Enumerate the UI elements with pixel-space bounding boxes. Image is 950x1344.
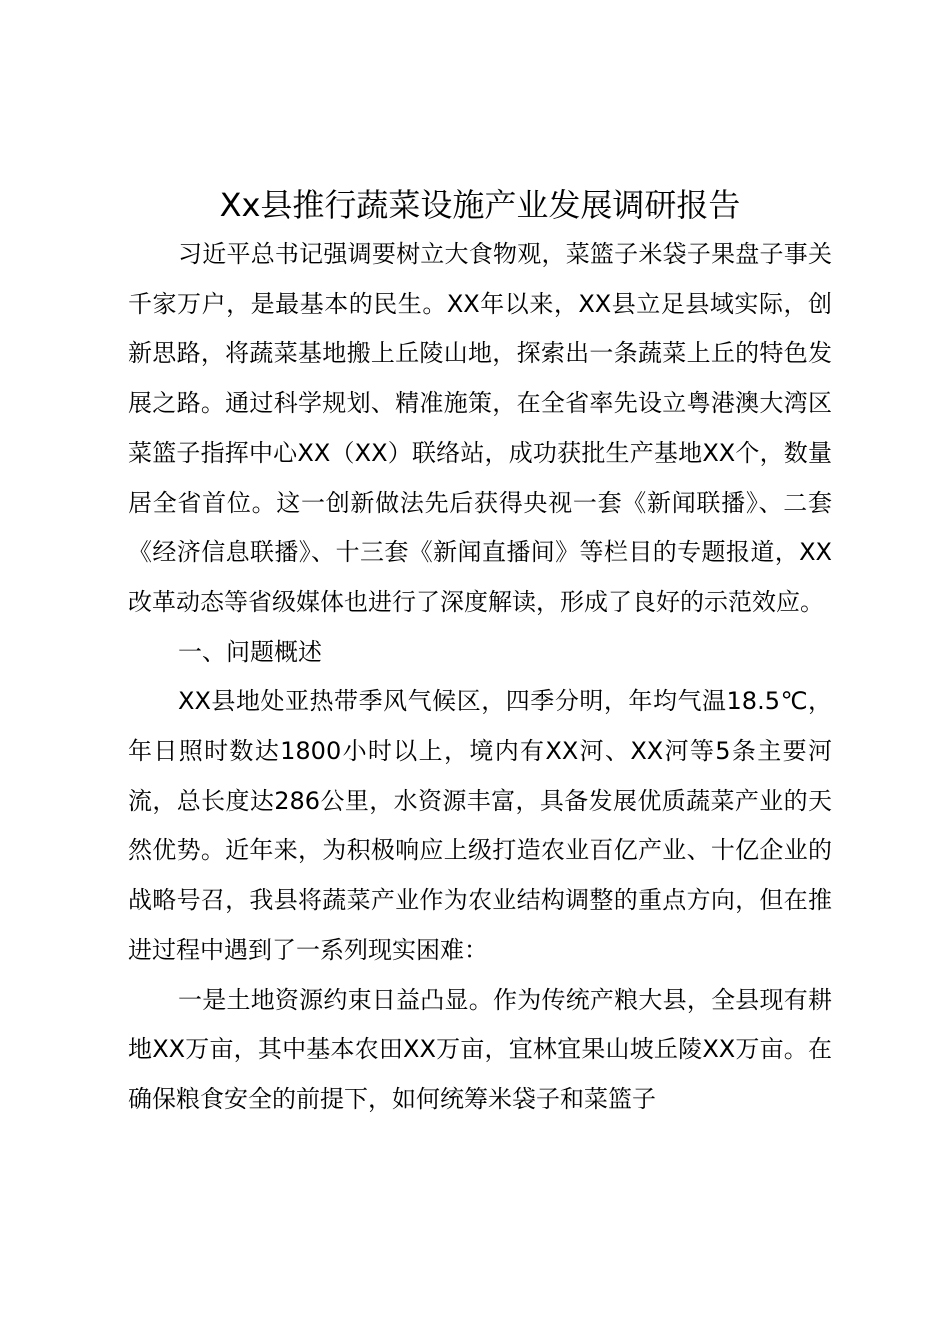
section1-paragraph-2: 一是土地资源约束日益凸显。作为传统产粮大县，全县现有耕地XX万亩，其中基本农田XX万亩，宜林宜果山坡丘陵XX万亩。在确保粮食安全的前提下，如何统筹米袋子和菜篮子 [128,985,832,1113]
document-body [128,230,832,1125]
section-heading-problem-overview: 一、问题概述 [178,637,322,666]
section1-paragraph-1: XX县地处亚热带季风气候区，四季分明，年均气温18.5℃，年日照时数达1800小时以上，境内有XX河、XX河等5条主要河流，总长度达286公里，水资源丰富，具备发展优质蔬菜产业的天然优势。近年来，为积极响应上级打造农业百亿产业、十亿企业的战略号召，我县将蔬菜产业作为农业结构调整的重点方向，但在推进过程中遇到了一系列现实困难： [128,687,832,964]
intro-paragraph: 习近平总书记强调要树立大食物观，菜篮子米袋子果盘子事关千家万户，是最基本的民生。XX年以来，XX县立足县域实际，创新思路，将蔬菜基地搬上丘陵山地，探索出一条蔬菜上丘的特色发展之路。通过科学规划、精准施策，在全省率先设立粤港澳大湾区菜篮子指挥中心XX（XX）联络站，成功获批生产基地XX个，数量居全省首位。这一创新做法先后获得央视一套《新闻联播》、二套《经济信息联播》、十三套《新闻直播间》等栏目的专题报道，XX改革动态等省级媒体也进行了深度解读，形成了良好的示范效应。 [128,240,832,616]
document-title: Xx县推行蔬菜设施产业发展调研报告 [219,186,741,224]
